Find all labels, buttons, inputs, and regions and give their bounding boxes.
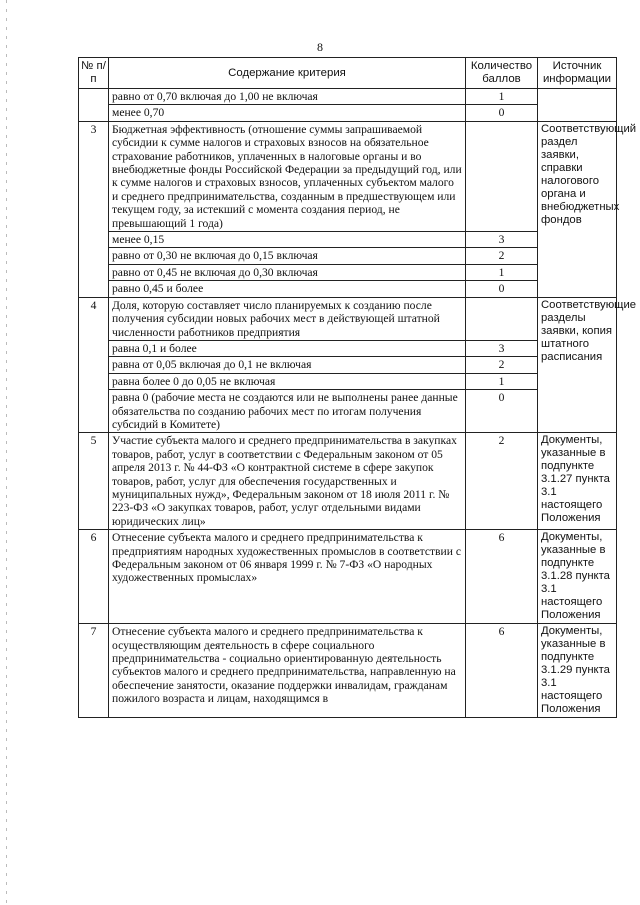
criterion-number: 7 bbox=[79, 624, 109, 718]
header-source: Источник информации bbox=[538, 58, 617, 89]
criterion-points: 2 bbox=[466, 357, 538, 373]
criterion-option: равна 0 (рабочие места не создаются или не выполнены ранее данные обязательства по созданию рабочих мест по итогам получения субсидий в Комитете) bbox=[109, 390, 466, 433]
criterion-points: 1 bbox=[466, 373, 538, 389]
header-criterion: Содержание критерия bbox=[109, 58, 466, 89]
criterion-option: менее 0,70 bbox=[109, 105, 466, 121]
criterion-option: равно от 0,45 не включая до 0,30 включая bbox=[109, 264, 466, 280]
criterion-option: равно от 0,70 включая до 1,00 не включая bbox=[109, 89, 466, 105]
criterion-points: 0 bbox=[466, 390, 538, 433]
table-row bbox=[79, 624, 617, 718]
table-row bbox=[79, 105, 617, 121]
table-row bbox=[79, 340, 617, 356]
table-row bbox=[79, 390, 617, 433]
criterion-points: 1 bbox=[466, 264, 538, 280]
scan-edge bbox=[6, 0, 7, 905]
criterion-option: равна от 0,05 включая до 0,1 не включая bbox=[109, 357, 466, 373]
criterion-points: 6 bbox=[466, 530, 538, 624]
criteria-table bbox=[78, 57, 637, 718]
criterion-option: равна более 0 до 0,05 не включая bbox=[109, 373, 466, 389]
criterion-option: менее 0,15 bbox=[109, 232, 466, 248]
criterion-points: 0 bbox=[466, 281, 538, 297]
page-number: 8 bbox=[317, 40, 323, 54]
header-num: № п/п bbox=[79, 58, 109, 89]
criterion-option: равна 0,1 и более bbox=[109, 340, 466, 356]
criterion-text: Участие субъекта малого и среднего предпринимательства в закупках товаров, работ, услуг в соответствии с Федеральным законом от 05 апреля 2013 г. № 44-ФЗ «О контрактной системе в сфере закупок товаров, работ, услуг для обеспечения государственных и муниципальных нужд», Федеральным законом от 18 июля 2011 г. № 223-ФЗ «О закупках товаров, работ, услуг отдельными видами юридических лиц» bbox=[109, 433, 466, 530]
criterion-text: Отнесение субъекта малого и среднего предпринимательства к осуществляющим деятельность в сфере социального предпринимательства - социально ориентированную деятельность субъектов малого и среднего предпринимательства, направленную на обеспечение занятости, оказание поддержки инвалидам, гражданам пожилого возраста и лицам, находящимся в bbox=[109, 624, 466, 718]
table-row bbox=[79, 297, 617, 340]
criterion-source: Документы, указанные в подпункте 3.1.27 пункта 3.1 настоящего Положения bbox=[538, 433, 617, 530]
table-row bbox=[79, 530, 617, 624]
table-row bbox=[79, 248, 617, 264]
criterion-points: 6 bbox=[466, 624, 538, 718]
criterion-points: 2 bbox=[466, 248, 538, 264]
criterion-source: Соответствующие разделы заявки, копия штатного расписания bbox=[538, 297, 617, 433]
table-row bbox=[79, 357, 617, 373]
header-points: Количество баллов bbox=[466, 58, 538, 89]
table-row bbox=[79, 121, 617, 231]
criterion-text: Бюджетная эффективность (отношение суммы запрашиваемой субсидии к сумме налогов и страховых взносов на обязательное страхование работников, уплаченных в налоговые органы и во внебюджетные фонды Российской Федерации за предыдущий год, или к сумме налогов и страховых взносов, уплаченных субъектом малого и среднего предпринимательства, созданным в предшествующем или текущем году, за истекший с момента создания период, не превышающий 1 года) bbox=[109, 121, 466, 231]
criterion-source: Документы, указанные в подпункте 3.1.28 пункта 3.1 настоящего Положения bbox=[538, 530, 617, 624]
criterion-option: равно от 0,30 не включая до 0,15 включая bbox=[109, 248, 466, 264]
table-row bbox=[79, 373, 617, 389]
criterion-text: Доля, которую составляет число планируемых к созданию после получения субсидии новых рабочих мест в действующей штатной численности работников предприятия bbox=[109, 297, 466, 340]
criterion-number: 5 bbox=[79, 433, 109, 530]
criterion-text: Отнесение субъекта малого и среднего предпринимательства к предприятиям народных художественных промыслов в соответствии с Федеральным законом от 06 января 1999 г. № 7-ФЗ «О народных художественных промыслах» bbox=[109, 530, 466, 624]
criterion-number: 3 bbox=[79, 121, 109, 297]
criterion-number: 6 bbox=[79, 530, 109, 624]
criterion-number: 4 bbox=[79, 297, 109, 433]
table-row bbox=[79, 281, 617, 297]
criterion-option: равно 0,45 и более bbox=[109, 281, 466, 297]
criterion-points: 3 bbox=[466, 340, 538, 356]
criterion-points: 1 bbox=[466, 89, 538, 105]
table-row bbox=[79, 232, 617, 248]
criterion-points: 3 bbox=[466, 232, 538, 248]
criterion-source: Документы, указанные в подпункте 3.1.29 пункта 3.1 настоящего Положения bbox=[538, 624, 617, 718]
table-row bbox=[79, 264, 617, 280]
criterion-points: 2 bbox=[466, 433, 538, 530]
criterion-source: Соответствующий раздел заявки, справки налогового органа и внебюджетных фондов bbox=[538, 121, 617, 297]
table-header-row bbox=[79, 58, 617, 89]
table-row bbox=[79, 433, 617, 530]
criterion-points: 0 bbox=[466, 105, 538, 121]
table-row bbox=[79, 89, 617, 105]
